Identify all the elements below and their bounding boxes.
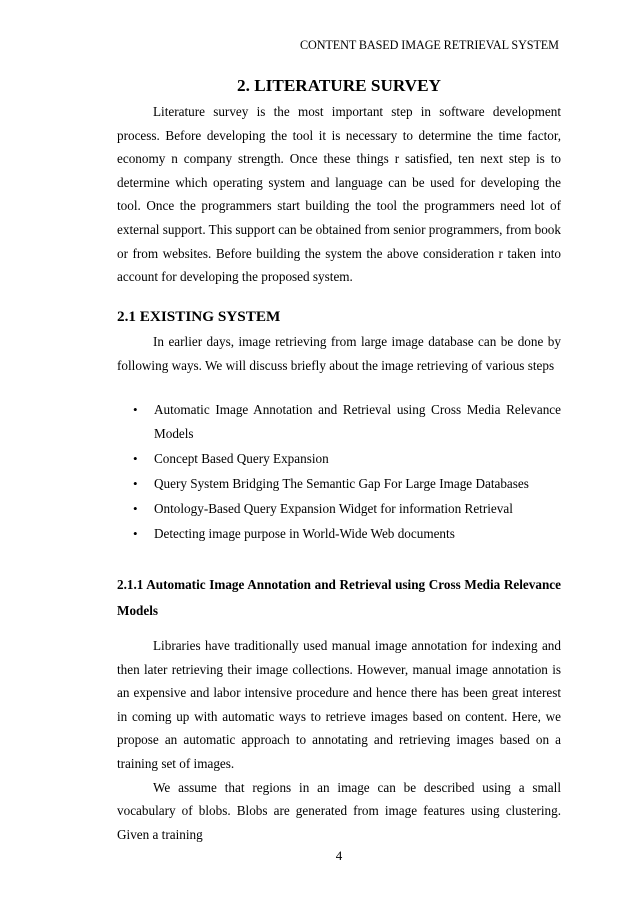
subsection-heading: 2.1.1 Automatic Image Annotation and Retrieval using Cross Media Relevance Models	[117, 577, 561, 618]
section-heading: 2.1 EXISTING SYSTEM	[117, 308, 281, 325]
list-item-text: Detecting image purpose in World-Wide Web documents	[154, 525, 455, 541]
bullet-icon: •	[133, 500, 138, 516]
list-item	[117, 472, 561, 496]
section-text-block	[117, 330, 561, 377]
list-item-text: Automatic Image Annotation and Retrieval using Cross Media Relevance Models	[154, 402, 561, 441]
list-item	[117, 447, 561, 471]
list-item-text: Query System Bridging The Semantic Gap For Large Image Databases	[154, 475, 529, 491]
bullet-icon: •	[133, 402, 138, 417]
list-item	[117, 398, 561, 445]
list-item	[117, 522, 561, 546]
list-item-text: Ontology-Based Query Expansion Widget for information Retrieval	[154, 500, 513, 516]
bullet-list	[117, 398, 561, 547]
bullet-icon: •	[133, 525, 138, 541]
chapter-title: 2. LITERATURE SURVEY	[237, 76, 441, 95]
bullet-icon: •	[133, 450, 138, 466]
intro-paragraph: Literature survey is the most important step in software development process. Before developing the tool it is necessary to determine the time factor, economy n company strength. Once these things r satisfied, ten next step is to determine which operating system and language can be used for developing the tool. Once the programmers start building the tool the programmers need lot of external support. This support can be obtained from senior programmers, from book or from websites. Before building the system the above consideration r taken into account for developing the proposed system.	[117, 104, 561, 285]
list-item	[117, 497, 561, 521]
intro-text-block	[117, 100, 561, 289]
subsection-paragraph-2: We assume that regions in an image can be described using a small vocabulary of blobs. Blobs are generated from image features using clustering. Given a training	[117, 779, 561, 842]
bullet-icon: •	[133, 475, 138, 491]
list-item-text: Concept Based Query Expansion	[154, 450, 329, 466]
section-paragraph: In earlier days, image retrieving from large image database can be done by following ways. We will discuss briefly about the image retrieving of various steps	[117, 334, 561, 373]
running-header: CONTENT BASED IMAGE RETRIEVAL SYSTEM	[300, 38, 559, 52]
subsection-text-block	[117, 634, 561, 846]
subsection-paragraph-1: Libraries have traditionally used manual image annotation for indexing and then later retrieving their image collections. However, manual image annotation is an expensive and labor intensive procedure and hence there has been great interest in coming up with automatic ways to retrieve images based on content. Here, we propose an automatic approach to annotating and retrieving images based on a training set of images.	[117, 638, 561, 771]
page-number: 4	[335, 848, 343, 863]
